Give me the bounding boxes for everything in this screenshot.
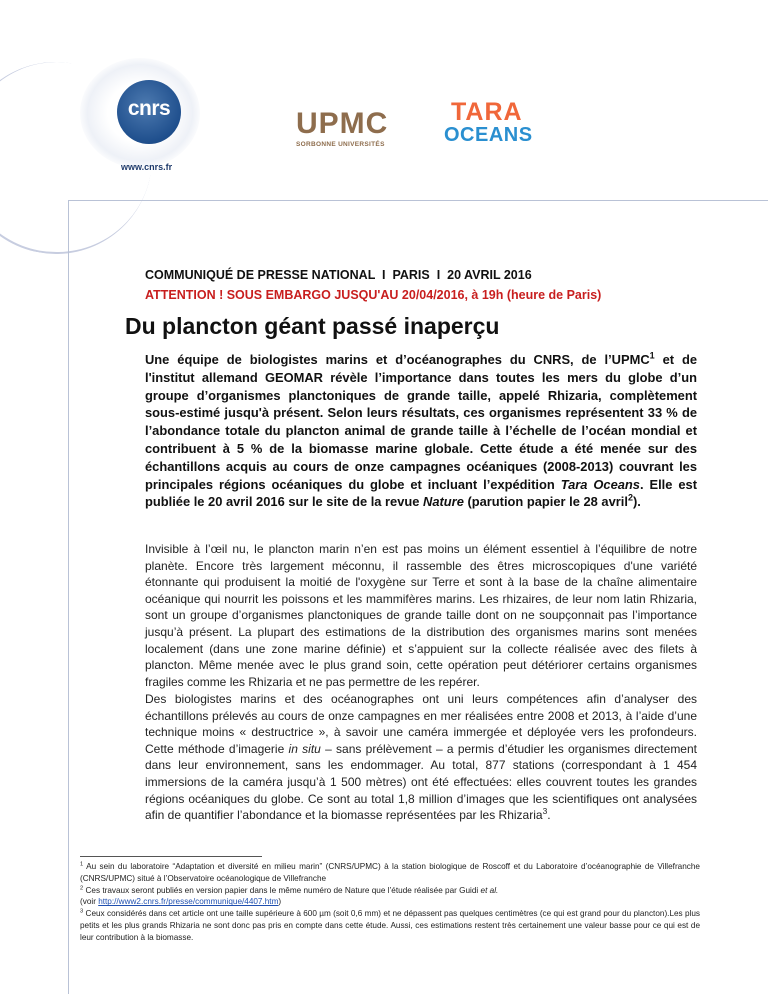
footnote-1-text: Au sein du laboratoire “Adaptation et diversité en milieu marin” (CNRS/UPMC) à la station biologique de Roscoff et du Laboratoire d’océanographie de Villefranche (CNRS/UPMC) situé à l’Observatoire océanologique de Villefranche xyxy=(80,862,700,883)
footnote-2-text: Ces travaux seront publiés en version papier dans le même numéro de Nature que l’étude réalisée par Guidi xyxy=(83,885,481,895)
p2-text-a: Des biologistes marins et des océanographes ont uni leurs compétences afin d’analyser des échantillons prélevés au cours de onze campagnes en mer réalisées entre 2008 et 2013, à l’aide d’une technique moins « destructrice », à savoir une caméra immergée et déployée vers les profondeurs. Cette méthode d’imagerie xyxy=(145,692,697,756)
footnote-2-link[interactable]: http://www2.cnrs.fr/presse/communique/4407.htm xyxy=(98,897,279,907)
footnote-3 xyxy=(80,908,700,943)
lead-nature: Nature xyxy=(423,494,464,510)
cnrs-url[interactable]: www.cnrs.fr xyxy=(121,162,173,172)
footnotes xyxy=(80,861,700,944)
tara-logo-line1: TARA xyxy=(451,98,523,126)
lead-text-5: ). xyxy=(632,494,641,510)
footnote-separator xyxy=(80,856,262,857)
lead-text-3: . Elle est publiée le 20 avril 2016 sur le site de la revue xyxy=(145,476,697,510)
tara-logo-line2: OCEANS xyxy=(444,124,533,146)
cnrs-logo-text: cnrs xyxy=(127,97,171,120)
page-frame-left-line xyxy=(68,200,69,994)
upmc-logo-subtitle: SORBONNE UNIVERSITÉS xyxy=(296,141,385,148)
lead-tara-oceans: Tara Oceans xyxy=(560,476,640,492)
footnote-ref-2: 2 xyxy=(627,493,633,504)
p2-text-end: . xyxy=(547,808,551,823)
footnote-2 xyxy=(80,885,700,909)
footnote-ref-3: 3 xyxy=(542,806,548,817)
footnote-3-text: Ceux considérés dans cet article ont une taille supérieure à 600 µm (soit 0,6 mm) et ne dépassent pas quelques centimètres (ce qui est grand pour du plancton).Les plus petits et les plus grands Rhizaria ne sont donc pas pris en compte dans cette étude. Aussi, ces estimations restent très certainement une valeur basse pour ce qui est de leur contribution à la biomasse. xyxy=(80,909,700,942)
footnote-1-number: 1 xyxy=(80,861,84,868)
press-release-dateline: COMMUNIQUÉ DE PRESSE NATIONAL I PARIS I 20 AVRIL 2016 xyxy=(145,268,532,282)
body-paragraph-2 xyxy=(145,691,697,824)
page-frame-top-line xyxy=(68,200,768,201)
lead-text-1: Une équipe de biologistes marins et d’océanographes du CNRS, de l’UPMC xyxy=(145,352,650,367)
p2-in-situ: in situ xyxy=(288,741,321,756)
footnote-2-number: 2 xyxy=(80,884,84,891)
footnote-ref-1: 1 xyxy=(649,350,655,361)
footnote-3-number: 3 xyxy=(80,908,84,915)
embargo-notice: ATTENTION ! SOUS EMBARGO JUSQU'AU 20/04/2016, à 19h (heure de Paris) xyxy=(145,288,602,302)
footnote-2-open: (voir xyxy=(80,897,99,907)
lead-paragraph xyxy=(145,351,697,511)
p2-text-b: – sans prélèvement – a permis d’étudier les organismes directement dans leur environnement, sans les endommager. Au total, 877 stations (correspondant à 1 454 immersions de la caméra jusqu’à 1 500 mètres) ont été effectuées: elles couvrent toutes les grandes régions océaniques du globe. Ce sont au total 1,8 million d’images que les scientifiques ont analysées afin de quantifier l’abondance et la biomasse représentées par les Rhizaria xyxy=(145,741,697,823)
footnote-1 xyxy=(80,861,700,885)
page-title: Du plancton géant passé inaperçu xyxy=(125,313,500,339)
lead-text-2: et de l'institut allemand GEOMAR révèle l’importance dans toutes les mers du globe d’un groupe d’organismes planctoniques de grande taille, appelé Rhizaria, complètement sous-estimé jusqu'à présent. Selon leurs résultats, ces organismes représentent 33 % de l’abondance totale du plancton animal de grande taille à l’échelle de l’océan mondial et contribuent à 5 % de la biomasse marine globale. Cette étude a été menée sur des échantillons acquis au cours de onze campagnes océaniques (2008-2013) couvrant les principales régions océaniques du globe et incluant l’expédition xyxy=(145,352,697,492)
footnote-2-close: ) xyxy=(278,897,282,907)
footnote-2-etal: et al. xyxy=(480,885,499,895)
body-paragraph-1: Invisible à l’œil nu, le plancton marin n’en est pas moins un élément essentiel à l’équilibre de notre planète. Encore très largement méconnu, il rassemble des êtres microscopiques d'une variété étonnante qui produisent la moitié de l'oxygène sur Terre et sont à la base de la chaîne alimentaire océanique qui nourrit les poissons et les mammifères marins. Les rhizaires, de leur nom latin Rhizaria, sont un groupe d’organismes planctoniques de grande taille dont on ne soupçonnait pas l’importance jusqu’à présent. La plupart des estimations de la distribution des organismes marins sont menées localement (dans une zone marine définie) et s’appuient sur la collecte réalisée avec des filets à plancton. Même menée avec le plus grand soin, cette opération peut détériorer certains organismes fragiles comme les Rhizaria et ne pas permettre de les repérer. xyxy=(145,542,697,689)
lead-text-4: (parution papier le 28 avril xyxy=(463,494,628,510)
upmc-logo: UPMC xyxy=(296,107,389,140)
